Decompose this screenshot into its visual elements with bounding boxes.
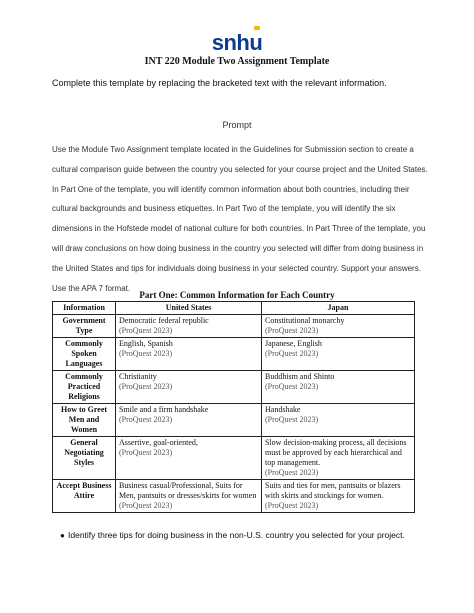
- japan-citation: (ProQuest 2023): [265, 501, 319, 510]
- row-label: General Negotiating Styles: [53, 437, 116, 480]
- us-cell: [116, 437, 262, 480]
- japan-cell: [262, 437, 415, 480]
- us-citation: (ProQuest 2023): [119, 349, 173, 358]
- row-label: Commonly Practiced Religions: [53, 371, 116, 404]
- table-row: [53, 480, 415, 513]
- japan-citation: (ProQuest 2023): [265, 382, 319, 391]
- table-header-row: [53, 302, 415, 315]
- japan-cell: [262, 338, 415, 371]
- japan-value: Suits and ties for men, pantsuits or blazers with skirts and stockings for women.: [265, 481, 401, 500]
- japan-citation: (ProQuest 2023): [265, 326, 319, 335]
- us-value: Christianity: [119, 372, 157, 381]
- japan-value: Japanese, English: [265, 339, 322, 348]
- japan-cell: [262, 315, 415, 338]
- table-row: [53, 437, 415, 480]
- us-value: Smile and a firm handshake: [119, 405, 209, 414]
- us-cell: [116, 480, 262, 513]
- us-value: Business casual/Professional, Suits for Men, pantsuits or dresses/skirts for women: [119, 481, 257, 500]
- header-information: Information: [53, 302, 116, 315]
- us-value: English, Spanish: [119, 339, 173, 348]
- japan-cell: [262, 404, 415, 437]
- us-cell: [116, 315, 262, 338]
- us-citation: (ProQuest 2023): [119, 382, 173, 391]
- us-citation: (ProQuest 2023): [119, 501, 173, 510]
- us-citation: (ProQuest 2023): [119, 448, 173, 457]
- common-information-table: [52, 301, 415, 513]
- document-title: INT 220 Module Two Assignment Template: [144, 56, 330, 67]
- japan-value: Handshake: [265, 405, 301, 414]
- japan-cell: [262, 480, 415, 513]
- japan-value: Buddhism and Shinto: [265, 372, 335, 381]
- us-citation: (ProQuest 2023): [119, 415, 173, 424]
- us-cell: [116, 404, 262, 437]
- us-value: Democratic federal republic: [119, 316, 209, 325]
- bullet-text: Identify three tips for doing business in the non-U.S. country you selected for your project.: [68, 530, 405, 540]
- japan-cell: [262, 371, 415, 404]
- us-cell: [116, 371, 262, 404]
- us-citation: (ProQuest 2023): [119, 326, 173, 335]
- row-label: Accept Business Attire: [53, 480, 116, 513]
- japan-value: Slow decision-making process, all decisions must be approved by each hierarchical and top management.: [265, 438, 407, 467]
- bullet-icon: ●: [60, 531, 65, 540]
- table-row: [53, 338, 415, 371]
- table-caption: Part One: Common Information for Each Country: [139, 290, 335, 300]
- prompt-heading: Prompt: [222, 120, 252, 130]
- japan-citation: (ProQuest 2023): [265, 349, 319, 358]
- instructions-text: Complete this template by replacing the bracketed text with the relevant information.: [52, 78, 387, 88]
- us-value: Assertive, goal-oriented,: [119, 438, 198, 447]
- row-label: Government Type: [53, 315, 116, 338]
- prompt-body: Use the Module Two Assignment template located in the Guidelines for Submission section to create a cultural comparison guide between the country you selected for your course project and the United States. In Part One of the template, you will identify common information about both countries, including their cultural backgrounds and business etiquettes. In Part Two of the template, you will identify the six dimensions in the Hofstede model of national culture for both countries. In Part Three of the template, you will draw conclusions on how doing business in the country you selected will differ from doing business in the United States and tips for individuals doing business in your selected country. Support your answers. Use the APA 7 format.: [52, 145, 428, 293]
- table-row: [53, 315, 415, 338]
- header-japan: Japan: [262, 302, 415, 315]
- header-united-states: United States: [116, 302, 262, 315]
- bullet-item: [60, 530, 428, 541]
- us-cell: [116, 338, 262, 371]
- logo-wordmark: [212, 30, 263, 56]
- row-label: Commonly Spoken Languages: [53, 338, 116, 371]
- japan-citation: (ProQuest 2023): [265, 415, 319, 424]
- japan-value: Constitutional monarchy: [265, 316, 345, 325]
- snhu-logo: [0, 30, 474, 56]
- logo-accent-mark: [254, 26, 260, 30]
- table-row: [53, 404, 415, 437]
- japan-citation: (ProQuest 2023): [265, 468, 319, 477]
- logo-text: snhu: [211, 30, 263, 55]
- table-row: [53, 371, 415, 404]
- row-label: How to Greet Men and Women: [53, 404, 116, 437]
